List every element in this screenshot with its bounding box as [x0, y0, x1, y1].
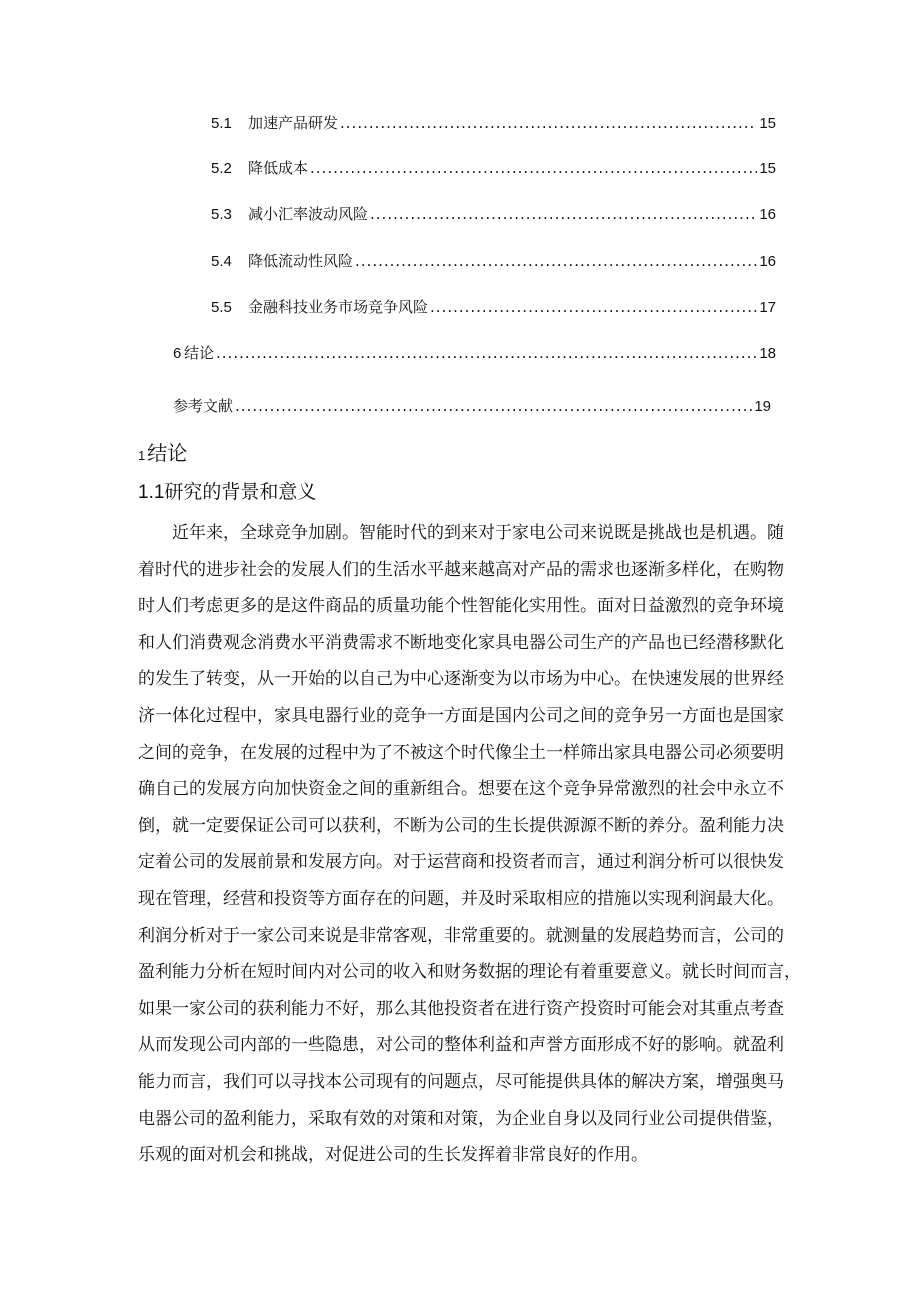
- section-heading: [138, 479, 316, 506]
- toc-entry-title: 降低成本: [248, 159, 309, 177]
- paragraph-line: 电器公司的盈利能力，采取有效的对策和对策，为企业自身以及同行业公司提供借鉴，: [138, 1108, 784, 1129]
- paragraph-line: 现在管理，经营和投资等方面存在的问题，并及时采取相应的措施以实现利润最大化。: [138, 888, 784, 909]
- toc-leader-dots: [310, 158, 757, 178]
- toc-entry[interactable]: [211, 204, 776, 225]
- toc-entry-number: 5.5: [211, 299, 232, 316]
- paragraph-line: 盈利能力分析在短时间内对公司的收入和财务数据的理论有着重要意义。就长时间而言，: [138, 962, 801, 983]
- body-paragraph: [138, 515, 801, 1174]
- toc-entry-page: 16: [759, 253, 776, 270]
- section-heading-title: 研究的背景和意义: [164, 481, 317, 503]
- toc-entry[interactable]: [211, 297, 776, 318]
- toc-entry-number: 5.1: [211, 115, 232, 132]
- toc-entry-page: 19: [754, 398, 771, 415]
- toc-leader-dots: [340, 113, 757, 133]
- toc-entry-number: 5.3: [211, 206, 232, 223]
- chapter-heading-number: 1: [138, 448, 146, 463]
- toc-entry[interactable]: [211, 113, 776, 134]
- toc-entry-title: 降低流动性风险: [248, 252, 354, 270]
- toc-leader-dots: [355, 251, 757, 271]
- toc-entry-number: 5.2: [211, 160, 232, 177]
- toc-entry-page: 16: [759, 206, 776, 223]
- paragraph-line: 确自己的发展方向加快资金之间的重新组合。想要在这个竞争异常激烈的社会中永立不: [138, 779, 784, 800]
- paragraph-line: 定着公司的发展前景和发展方向。对于运营商和投资者而言，通过利润分析可以很快发: [138, 852, 784, 873]
- toc-leader-dots: [370, 204, 757, 224]
- toc-leader-dots: [216, 343, 757, 363]
- toc-entry-number: 6: [173, 345, 182, 362]
- toc-leader-dots: [430, 297, 757, 317]
- toc-entry[interactable]: [173, 343, 776, 364]
- paragraph-line: 乐观的面对机会和挑战，对促进公司的生长发挥着非常良好的作用。: [138, 1145, 648, 1166]
- chapter-heading: [138, 440, 187, 469]
- section-heading-number: 1.1: [138, 482, 165, 503]
- paragraph-line: 的发生了转变，从一开始的以自己为中心逐渐变为以市场为中心。在快速发展的世界经: [138, 669, 784, 690]
- paragraph-line: 之间的竞争，在发展的过程中为了不被这个时代像尘土一样筛出家具电器公司必须要明: [138, 742, 784, 763]
- toc-entry-title: 加速产品研发: [248, 114, 339, 132]
- paragraph-line: 倒，就一定要保证公司可以获利，不断为公司的生长提供源源不断的养分。盈利能力决: [138, 815, 784, 836]
- toc-entry[interactable]: [211, 158, 776, 179]
- paragraph-line: 时人们考虑更多的是这件商品的质量功能个性智能化实用性。面对日益激烈的竞争环境: [138, 596, 784, 617]
- toc-entry-page: 15: [759, 115, 776, 132]
- toc-entry-title: 减小汇率波动风险: [248, 205, 369, 223]
- paragraph-line: 济一体化过程中，家具电器行业的竞争一方面是国内公司之间的竞争另一方面也是国家: [138, 705, 784, 726]
- paragraph-line: 利润分析对于一家公司来说是非常客观，非常重要的。就测量的发展趋势而言，公司的: [138, 925, 784, 946]
- toc-entry-title: 金融科技业务市场竞争风险: [248, 298, 429, 316]
- toc-entry-page: 18: [759, 345, 776, 362]
- paragraph-line: 和人们消费观念消费水平消费需求不断地变化家具电器公司生产的产品也已经潜移默化: [138, 632, 784, 653]
- chapter-heading-title: 结论: [147, 441, 188, 465]
- toc-entry[interactable]: [173, 396, 771, 417]
- paragraph-line: 着时代的进步社会的发展人们的生活水平越来越高对产品的需求也逐渐多样化，在购物: [138, 559, 784, 580]
- toc-entry-page: 15: [759, 160, 776, 177]
- toc-entry-title: 结论: [184, 344, 215, 362]
- toc-entry-title: 参考文献: [173, 397, 234, 415]
- paragraph-line: 近年来，全球竞争加剧。智能时代的到来对于家电公司来说既是挑战也是机遇。随: [172, 523, 784, 543]
- paragraph-line: 从而发现公司内部的一些隐患，对公司的整体利益和声誉方面形成不好的影响。就盈利: [138, 1035, 784, 1056]
- toc-entry-number: 5.4: [211, 253, 232, 270]
- paragraph-line: 能力而言，我们可以寻找本公司现有的问题点，尽可能提供具体的解决方案，增强奥马: [138, 1071, 784, 1092]
- paragraph-line: 如果一家公司的获利能力不好，那么其他投资者在进行资产投资时可能会对其重点考查: [138, 998, 784, 1019]
- toc-leader-dots: [235, 396, 752, 416]
- toc-entry-page: 17: [759, 299, 776, 316]
- toc-entry[interactable]: [211, 251, 776, 272]
